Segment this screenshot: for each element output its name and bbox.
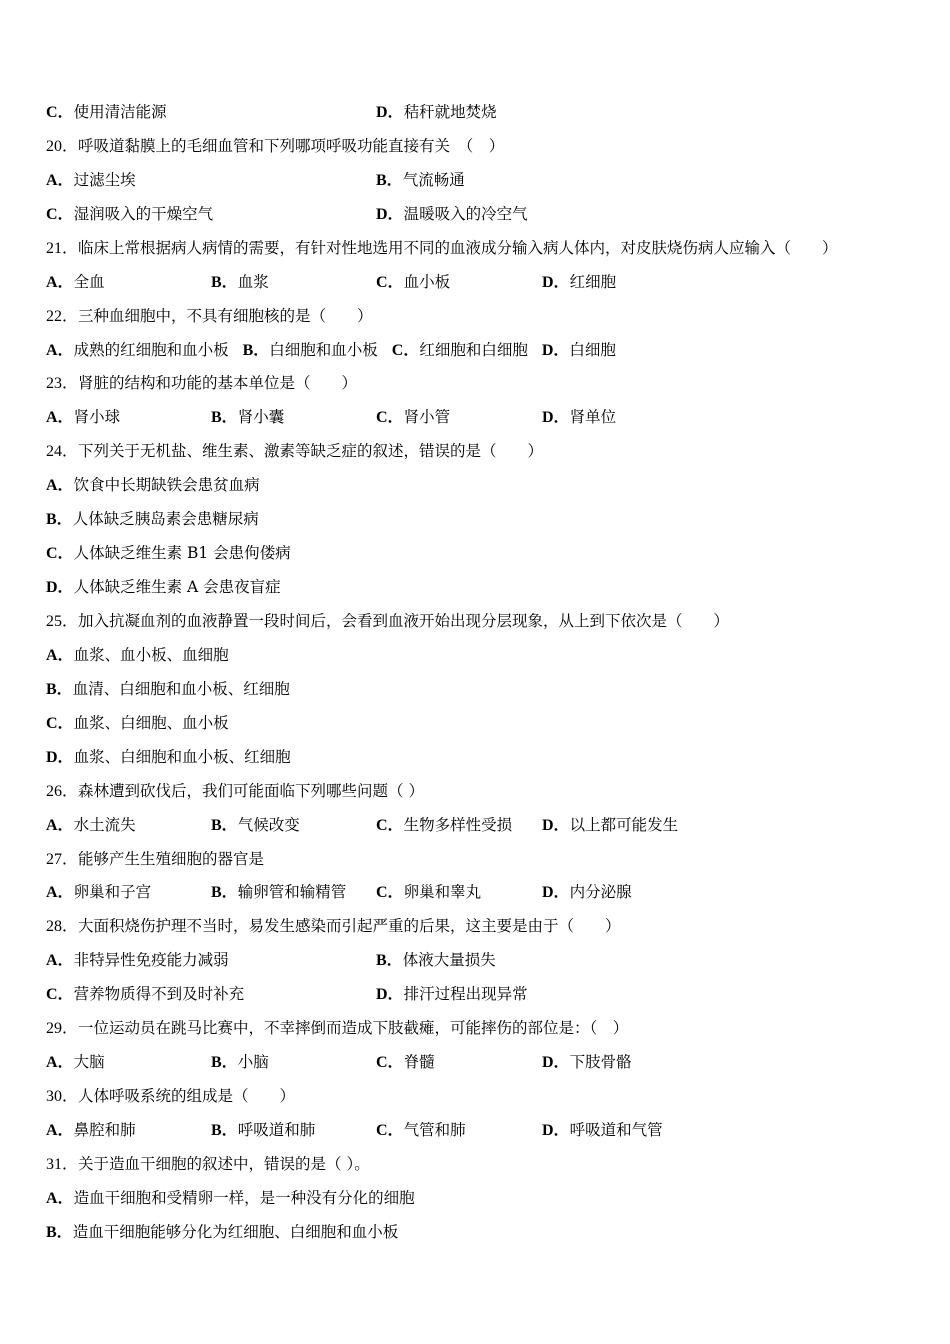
q30-option-a[interactable]: A．鼻腔和肺 xyxy=(46,1121,136,1139)
q21-option-c[interactable]: C．血小板 xyxy=(376,273,451,291)
q22-option-c[interactable]: C．红细胞和白细胞 xyxy=(391,341,528,359)
q26-option-b[interactable]: B．气候改变 xyxy=(211,816,300,834)
q26-stem: 26．森林遭到砍伐后，我们可能面临下列哪些问题（ ） xyxy=(46,782,424,800)
q29-option-d[interactable]: D．下肢骨骼 xyxy=(542,1053,632,1071)
q25-option-c[interactable]: C．血浆、白细胞、血小板 xyxy=(46,714,229,732)
q24-option-c[interactable]: C．人体缺乏维生素 B1 会患佝偻病 xyxy=(46,544,291,562)
q22-options-row xyxy=(46,339,906,361)
q23-option-a[interactable]: A．肾小球 xyxy=(46,408,121,426)
q26-option-c[interactable]: C．生物多样性受损 xyxy=(376,816,513,834)
q24-option-b[interactable]: B．人体缺乏胰岛素会患糖尿病 xyxy=(46,510,259,528)
q21-stem: 21．临床上常根据病人病情的需要，有针对性地选用不同的血液成分输入病人体内，对皮肤烧伤病人应输入（ ） xyxy=(46,239,838,257)
q28-options-row-2 xyxy=(46,983,906,1005)
q30-option-d[interactable]: D．呼吸道和气管 xyxy=(542,1121,663,1139)
q28-options-row-1 xyxy=(46,949,906,971)
q29-stem: 29．一位运动员在跳马比赛中，不幸摔倒而造成下肢截瘫，可能摔伤的部位是：（ ） xyxy=(46,1019,629,1037)
q27-options-row xyxy=(46,881,906,903)
q26-option-a[interactable]: A．水土流失 xyxy=(46,816,136,834)
q20-option-d[interactable]: D．温暖吸入的冷空气 xyxy=(376,205,528,223)
q29-option-c[interactable]: C．脊髓 xyxy=(376,1053,435,1071)
q31-option-b[interactable]: B．造血干细胞能够分化为红细胞、白细胞和血小板 xyxy=(46,1223,399,1241)
q28-option-b[interactable]: B．体液大量损失 xyxy=(376,951,496,969)
q22-option-d[interactable]: D．白细胞 xyxy=(541,341,616,359)
q26-option-d[interactable]: D．以上都可能发生 xyxy=(542,816,679,834)
q25-option-d[interactable]: D．血浆、白细胞和血小板、红细胞 xyxy=(46,748,291,766)
q22-stem: 22．三种血细胞中，不具有细胞核的是（ ） xyxy=(46,307,373,325)
q20-stem: 20．呼吸道黏膜上的毛细血管和下列哪项呼吸功能直接有关 （ ） xyxy=(46,137,505,155)
q31-stem: 31．关于造血干细胞的叙述中，错误的是（ ）。 xyxy=(46,1155,370,1173)
q24-option-a[interactable]: A．饮食中长期缺铁会患贫血病 xyxy=(46,476,260,494)
q29-option-b[interactable]: B．小脑 xyxy=(211,1053,269,1071)
q25-stem: 25．加入抗凝血剂的血液静置一段时间后，会看到血液开始出现分层现象，从上到下依次是（ ） xyxy=(46,612,730,630)
q30-option-c[interactable]: C．气管和肺 xyxy=(376,1121,466,1139)
q23-option-b[interactable]: B．肾小囊 xyxy=(211,408,285,426)
q29-options-row xyxy=(46,1051,906,1073)
q23-option-c[interactable]: C．肾小管 xyxy=(376,408,451,426)
q25-option-b[interactable]: B．血清、白细胞和血小板、红细胞 xyxy=(46,680,290,698)
q31-option-a[interactable]: A．造血干细胞和受精卵一样，是一种没有分化的细胞 xyxy=(46,1189,415,1207)
q27-option-c[interactable]: C．卵巢和睾丸 xyxy=(376,883,482,901)
q30-stem: 30．人体呼吸系统的组成是（ ） xyxy=(46,1087,296,1105)
q21-options-row xyxy=(46,271,906,293)
q25-option-a[interactable]: A．血浆、血小板、血细胞 xyxy=(46,646,229,664)
q21-option-a[interactable]: A．全血 xyxy=(46,273,105,291)
q19-options-row xyxy=(46,101,906,123)
q28-option-c[interactable]: C．营养物质得不到及时补充 xyxy=(46,985,245,1003)
q24-stem: 24．下列关于无机盐、维生素、激素等缺乏症的叙述，错误的是（ ） xyxy=(46,442,544,460)
q27-option-b[interactable]: B．输卵管和输精管 xyxy=(211,883,347,901)
q21-option-b[interactable]: B．血浆 xyxy=(211,273,269,291)
q30-option-b[interactable]: B．呼吸道和肺 xyxy=(211,1121,316,1139)
q29-option-a[interactable]: A．大脑 xyxy=(46,1053,105,1071)
q19-option-d[interactable]: D．秸秆就地焚烧 xyxy=(376,103,497,121)
q23-options-row xyxy=(46,406,906,428)
q23-option-d[interactable]: D．肾单位 xyxy=(542,408,617,426)
q28-option-a[interactable]: A．非特异性免疫能力减弱 xyxy=(46,951,229,969)
q26-options-row xyxy=(46,814,906,836)
q20-option-c[interactable]: C．湿润吸入的干燥空气 xyxy=(46,205,214,223)
q22-option-b[interactable]: B．白细胞和血小板 xyxy=(242,341,378,359)
q28-option-d[interactable]: D．排汗过程出现异常 xyxy=(376,985,528,1003)
q22-option-a[interactable]: A．成熟的红细胞和血小板 xyxy=(46,341,229,359)
q28-stem: 28．大面积烧伤护理不当时，易发生感染而引起严重的后果，这主要是由于（ ） xyxy=(46,917,621,935)
q20-options-row-2 xyxy=(46,203,906,225)
q23-stem: 23．肾脏的结构和功能的基本单位是（ ） xyxy=(46,374,358,392)
q20-option-b[interactable]: B．气流畅通 xyxy=(376,171,465,189)
q27-option-a[interactable]: A．卵巢和子宫 xyxy=(46,883,152,901)
q20-option-a[interactable]: A．过滤尘埃 xyxy=(46,171,136,189)
q21-option-d[interactable]: D．红细胞 xyxy=(542,273,617,291)
q27-option-d[interactable]: D．内分泌腺 xyxy=(542,883,632,901)
q30-options-row xyxy=(46,1119,906,1141)
q20-options-row-1 xyxy=(46,169,906,191)
q19-option-c[interactable]: C．使用清洁能源 xyxy=(46,103,167,121)
q24-option-d[interactable]: D．人体缺乏维生素 A 会患夜盲症 xyxy=(46,578,281,596)
q27-stem: 27．能够产生生殖细胞的器官是 xyxy=(46,850,265,868)
